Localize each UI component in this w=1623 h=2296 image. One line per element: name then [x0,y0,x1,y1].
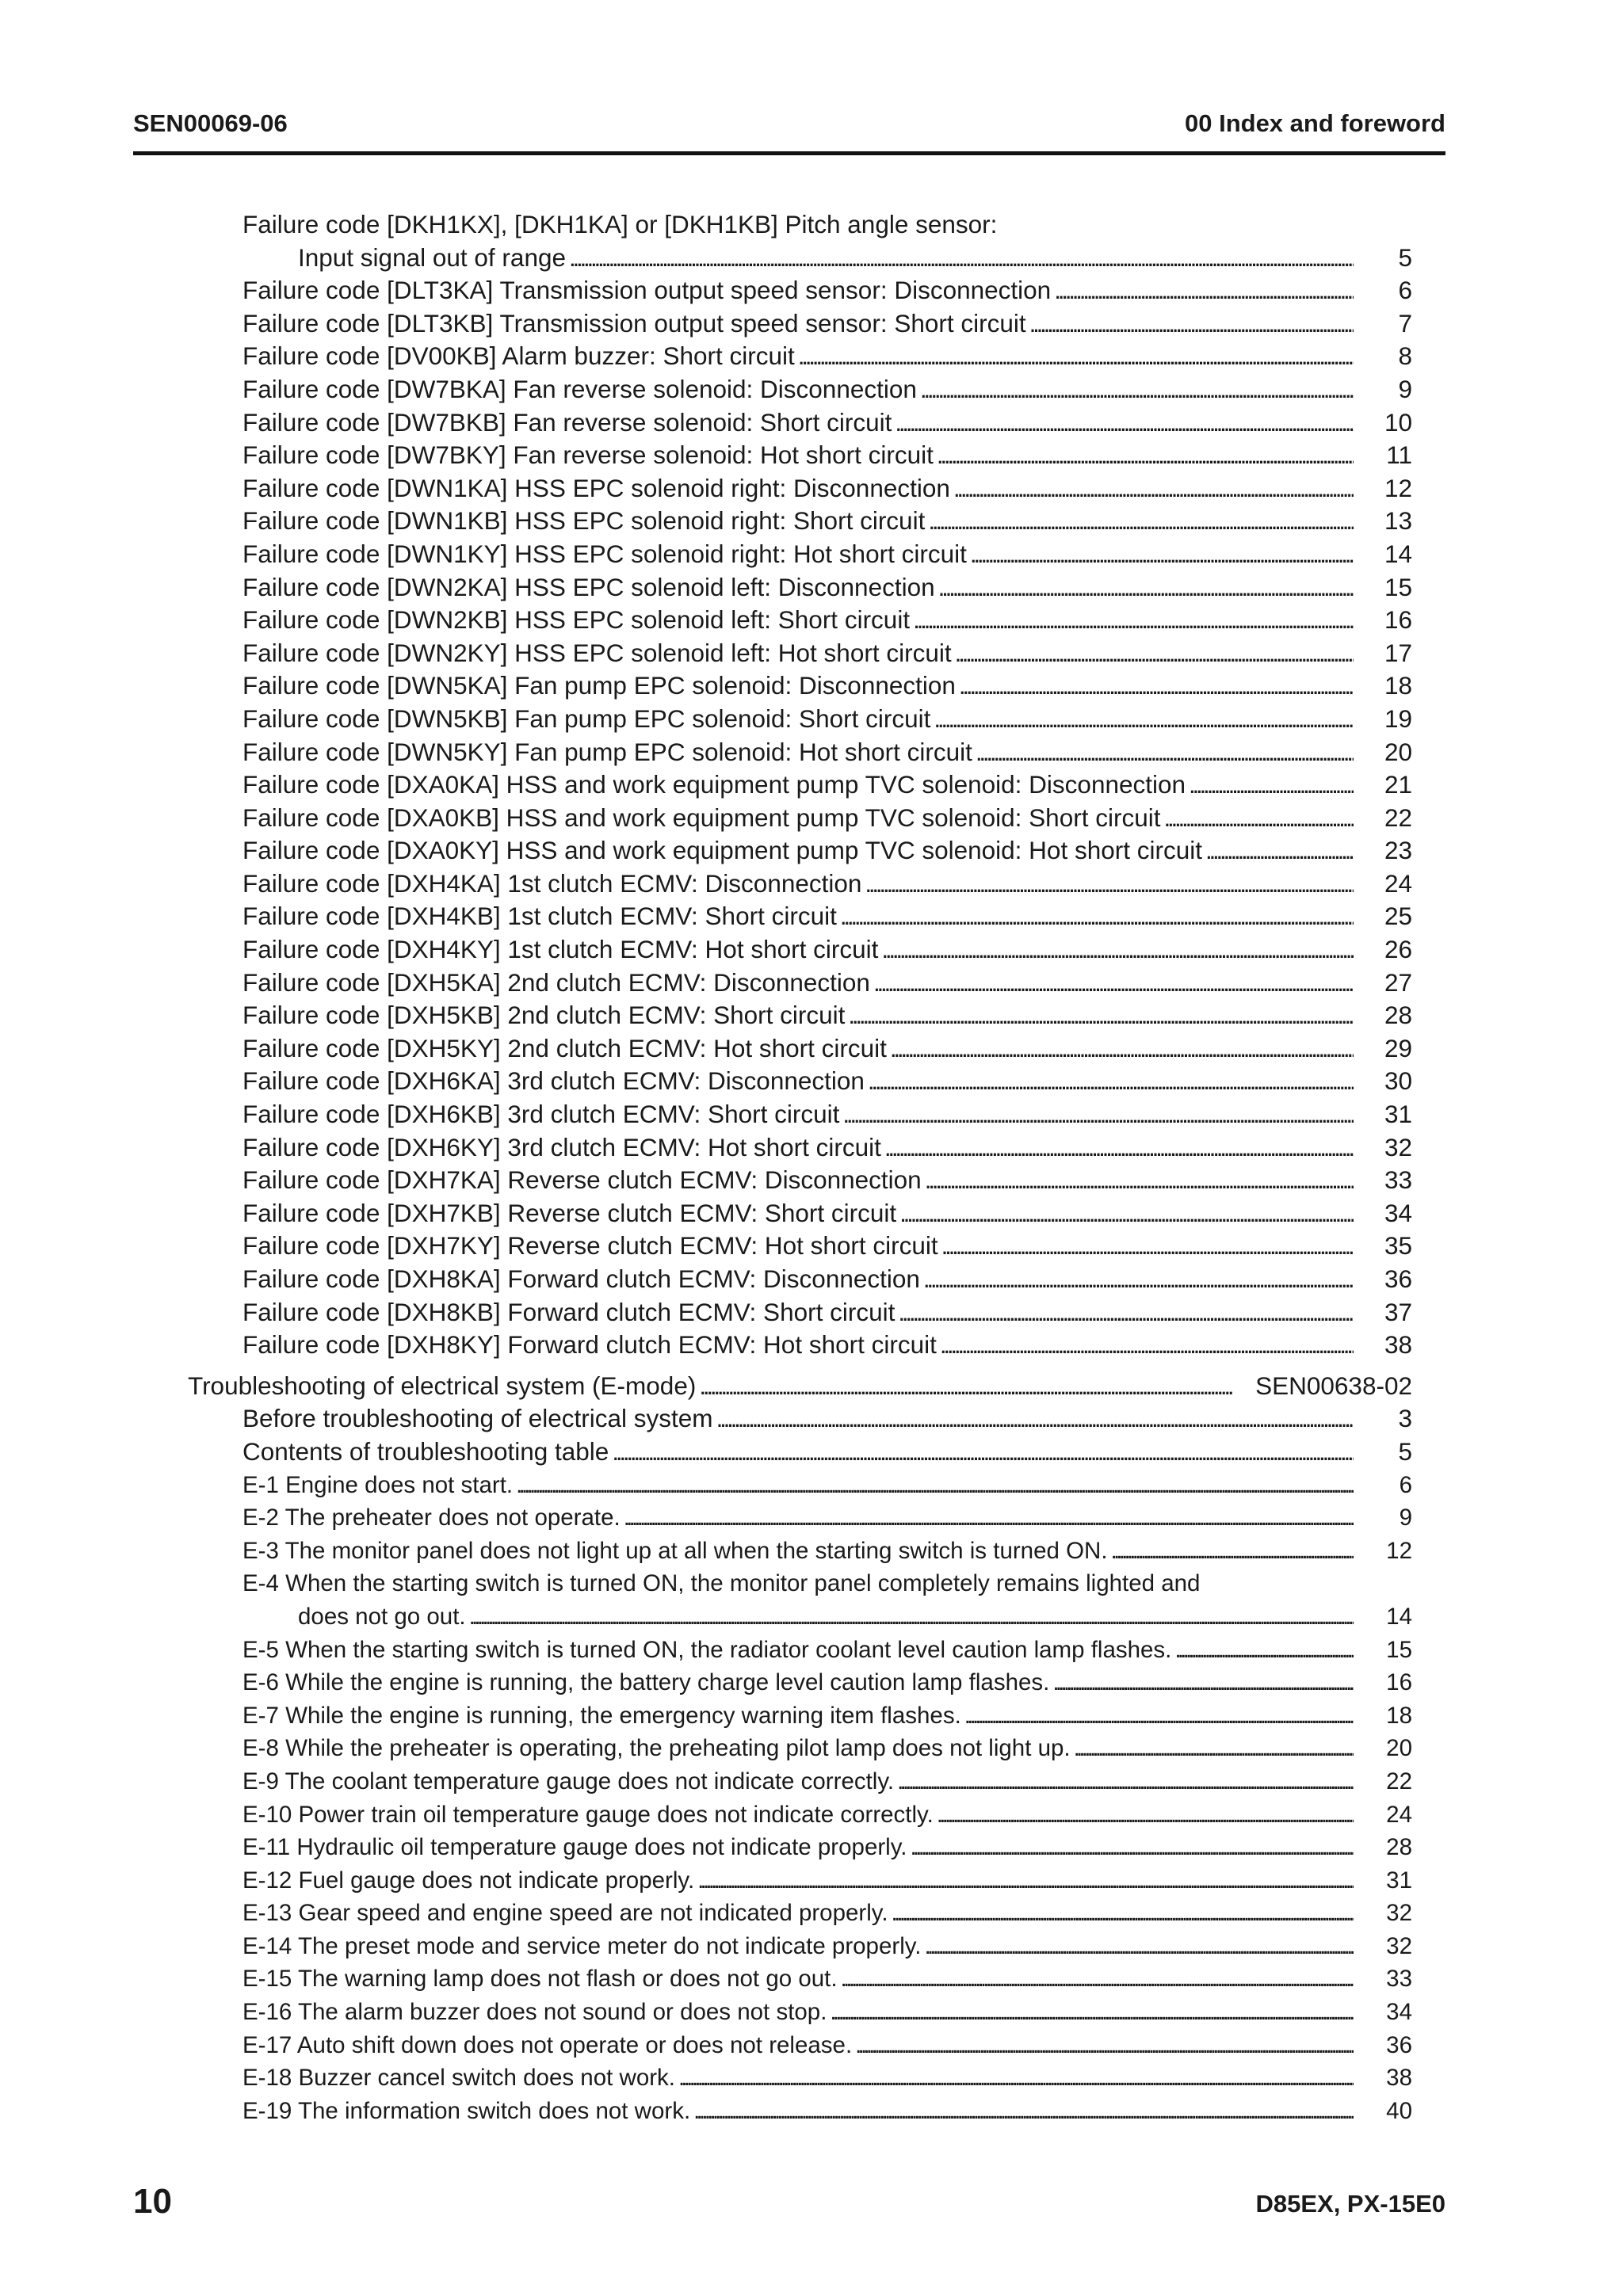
toc-entry [0,1402,1623,1436]
toc-entry [0,1634,1623,1667]
toc-entry [0,1930,1623,1963]
toc-entry-title: Failure code [DXH4KB] 1st clutch ECMV: Short circuit [242,900,840,933]
dot-leader [840,900,1354,933]
toc-entry-page: 10 [1384,407,1412,437]
toc-entry-title: E-17 Auto shift down does not operate or does not release. [242,2029,855,2062]
toc-entry-page: 3 [1398,1404,1412,1433]
dot-leader [873,967,1354,1000]
toc-entry-title: Failure code [DW7BKY] Fan reverse solenoid: Hot short circuit [242,439,937,472]
dot-leader [970,538,1354,571]
toc-entry-page: 9 [1398,374,1412,403]
dot-leader [928,505,1354,538]
toc-entry-title: E-8 While the preheater is operating, the preheating pilot lamp does not light up. [242,1732,1074,1765]
toc-entry-title: Before troubleshooting of electrical system [242,1402,716,1436]
toc-entry [0,1666,1623,1699]
dot-leader [1029,307,1354,341]
toc-entry-title: E-13 Gear speed and engine speed are not indicated properly. [242,1897,892,1930]
toc-entry-page: 26 [1384,935,1412,964]
toc-entry [0,1263,1623,1296]
toc-entry [0,1329,1623,1362]
toc-entry [0,439,1623,472]
toc-entry [0,373,1623,406]
dot-leader [697,1864,1354,1897]
toc-entry [0,307,1623,341]
toc-entry [0,933,1623,967]
dot-leader [699,1370,1233,1403]
toc-entry-title: Failure code [DW7BKB] Fan reverse solenoid: Short circuit [242,406,895,440]
dot-leader [895,406,1354,440]
toc-entry [0,538,1623,571]
toc-entry-page: 34 [1386,1999,1412,2026]
toc-entry-page: 32 [1386,1932,1412,1959]
toc-entry [0,2095,1623,2128]
dot-leader [976,736,1354,769]
toc-entry-page: SEN00638-02 [1255,1371,1412,1400]
dot-leader [955,637,1354,670]
toc-entry-title: Failure code [DWN5KA] Fan pump EPC solenoid: Disconnection [242,669,959,703]
dot-leader [865,868,1354,901]
toc-entry-title: Failure code [DXH8KY] Forward clutch ECMV: Hot short circuit [242,1329,940,1362]
toc-entry-page: 7 [1398,308,1412,338]
toc-entry-title: Failure code [DXH7KB] Reverse clutch ECMV: Short circuit [242,1197,899,1230]
toc-entry [0,1831,1623,1864]
toc-entry-page: 33 [1384,1165,1412,1195]
toc-entry [0,802,1623,835]
dot-leader [959,669,1354,703]
toc-entry-page: 21 [1384,770,1412,799]
toc-entry [0,274,1623,307]
toc-entry-page: 29 [1384,1033,1412,1062]
toc-entry-title: E-11 Hydraulic oil temperature gauge does not indicate properly. [242,1831,911,1864]
dot-leader [920,373,1354,406]
toc-entry-title: Failure code [DXA0KB] HSS and work equipment pump TVC solenoid: Short circuit [242,802,1163,835]
dot-leader [1189,769,1354,802]
toc-entry-title: Input signal out of range [298,242,569,275]
toc-entry-title: Failure code [DXH5KA] 2nd clutch ECMV: Disconnection [242,967,873,1000]
toc-entry-title: Failure code [DXH5KY] 2nd clutch ECMV: Hot short circuit [242,1032,890,1066]
toc-entry-page: 34 [1384,1198,1412,1227]
toc-entry-title: E-15 The warning lamp does not flash or does not go out. [242,1962,841,1996]
toc-entry-title: Failure code [DXH4KA] 1st clutch ECMV: Disconnection [242,868,865,901]
dot-leader [1074,1732,1354,1765]
toc-entry-title: Failure code [DXH5KB] 2nd clutch ECMV: Short circuit [242,999,848,1032]
page-header [133,108,1445,147]
toc-entry-title: Troubleshooting of electrical system (E-mode) [188,1370,699,1403]
header-rule [133,151,1445,155]
toc-entry-page: 30 [1384,1066,1412,1096]
toc-entry-title: Failure code [DXH4KY] 1st clutch ECMV: Hot short circuit [242,933,881,967]
section-title: 00 Index and foreword [1184,109,1445,137]
dot-leader [913,604,1354,637]
toc-entry [0,1131,1623,1165]
toc-entry-page: 13 [1384,506,1412,536]
toc-entry-title: E-3 The monitor panel does not light up at all when the starting switch is turned ON. [242,1535,1111,1568]
toc-entry-page: 19 [1384,704,1412,733]
toc-entry-title: E-14 The preset mode and service meter do not indicate properly. [242,1930,925,1963]
dot-leader [798,340,1354,373]
toc-entry-title: E-18 Buzzer cancel switch does not work. [242,2061,678,2095]
dot-leader [842,1098,1354,1131]
toc-entry-page: 12 [1386,1537,1412,1564]
dot-leader [830,1996,1354,2029]
dot-leader [937,439,1354,472]
toc-entry [0,505,1623,538]
toc-entry-page: 14 [1384,539,1412,568]
dot-leader [841,1962,1354,1996]
dot-leader [516,1469,1354,1502]
dot-leader [716,1402,1354,1436]
dot-leader [934,703,1354,736]
dot-leader [898,1296,1354,1329]
toc-entry-page: 37 [1384,1297,1412,1326]
toc-entry-title: E-1 Engine does not start. [242,1469,516,1502]
dot-leader [678,2061,1354,2095]
toc-entry-page: 8 [1398,341,1412,371]
toc-entry-page: 36 [1384,1264,1412,1293]
toc-entry [0,1197,1623,1230]
toc-entry-title: Failure code [DLT3KB] Transmission output speed sensor: Short circuit [242,307,1029,341]
toc-entry-title: E-9 The coolant temperature gauge does not indicate correctly. [242,1765,897,1798]
dot-leader [1054,274,1354,307]
toc-entry [0,1230,1623,1263]
toc-entry-page: 11 [1386,441,1412,470]
toc-entry [0,1098,1623,1131]
toc-entry-page: 28 [1384,1001,1412,1030]
dot-leader [469,1600,1354,1634]
toc-entry [0,2029,1623,2062]
toc-entry [0,1501,1623,1535]
toc-entry-title: Failure code [DWN1KB] HSS EPC solenoid right: Short circuit [242,505,928,538]
toc-entry-title: E-16 The alarm buzzer does not sound or does not stop. [242,1996,830,2029]
toc-entry [0,1699,1623,1733]
toc-entry-page: 5 [1398,242,1412,272]
toc-entry [0,999,1623,1032]
toc-entry-page: 24 [1386,1801,1412,1828]
toc-entry-page: 16 [1386,1669,1412,1696]
dot-leader [881,933,1354,967]
toc-entry [0,736,1623,769]
toc-entry [0,1032,1623,1066]
toc-entry-page: 31 [1384,1100,1412,1129]
toc-entry-title: Failure code [DKH1KX], [DKH1KA] or [DKH1KB] Pitch angle sensor: [242,208,1000,242]
dot-leader [1052,1666,1354,1699]
toc-entry-title: Failure code [DXH6KA] 3rd clutch ECMV: Disconnection [242,1065,868,1098]
toc-entry-page: 5 [1398,1436,1412,1466]
toc-entry-page: 38 [1384,1330,1412,1360]
toc-entry-title: E-2 The preheater does not operate. [242,1501,624,1535]
toc-entry-title: Failure code [DWN1KA] HSS EPC solenoid right: Disconnection [242,472,953,505]
dot-leader [868,1065,1354,1098]
toc-entry-page: 33 [1386,1966,1412,1993]
toc-entry-page: 24 [1384,868,1412,898]
toc-entry [0,1962,1623,1996]
toc-entry [0,1296,1623,1329]
toc-entry-title: E-6 While the engine is running, the battery charge level caution lamp flashes. [242,1666,1052,1699]
dot-leader [940,1329,1354,1362]
toc-entry [0,900,1623,933]
toc-entry-title: Failure code [DWN5KB] Fan pump EPC solenoid: Short circuit [242,703,934,736]
toc-entry-page: 16 [1384,605,1412,635]
dot-leader [892,1897,1354,1930]
toc-entry-title: Failure code [DXH7KA] Reverse clutch ECMV: Disconnection [242,1164,925,1197]
toc-entry [0,1897,1623,1930]
toc-entry [0,571,1623,605]
toc-entry-title: E-19 The information switch does not work. [242,2095,693,2128]
dot-leader [855,2029,1354,2062]
toc-entry [0,834,1623,868]
toc-entry [0,340,1623,373]
toc-entry-title: Failure code [DWN2KB] HSS EPC solenoid left: Short circuit [242,604,913,637]
dot-leader [848,999,1354,1032]
toc-entry [0,1164,1623,1197]
toc-entry [0,1065,1623,1098]
toc-entry [0,208,1623,242]
toc-entry-page: 28 [1386,1834,1412,1861]
dot-leader [884,1131,1354,1165]
toc-entry [0,406,1623,440]
toc-entry [0,669,1623,703]
toc-entry-title: Failure code [DV00KB] Alarm buzzer: Short circuit [242,340,798,373]
toc-entry [0,703,1623,736]
dot-leader [1174,1634,1354,1667]
toc-entry-title: Failure code [DXH6KB] 3rd clutch ECMV: Short circuit [242,1098,842,1131]
toc-entry-page: 31 [1386,1867,1412,1894]
toc-entry-page: 32 [1384,1132,1412,1161]
toc-entry-page: 20 [1386,1735,1412,1762]
dot-leader [923,1263,1354,1296]
toc-entry-title: Failure code [DXH8KB] Forward clutch ECMV: Short circuit [242,1296,898,1329]
table-of-contents [0,208,1623,2127]
toc-entry [0,1567,1623,1600]
toc-entry-page: 27 [1384,967,1412,997]
toc-entry [0,1436,1623,1469]
dot-leader [569,242,1354,275]
toc-entry-page: 22 [1384,803,1412,832]
toc-entry-title: Failure code [DWN1KY] HSS EPC solenoid right: Hot short circuit [242,538,970,571]
toc-entry [0,1535,1623,1568]
toc-entry-page: 9 [1399,1505,1412,1531]
dot-leader [964,1699,1354,1733]
toc-entry-title: Failure code [DWN2KY] HSS EPC solenoid left: Hot short circuit [242,637,955,670]
dot-leader [1163,802,1354,835]
toc-entry [0,472,1623,505]
toc-entry-page: 14 [1386,1603,1412,1630]
dot-leader [624,1501,1354,1535]
toc-entry [0,868,1623,901]
document-code: SEN00069-06 [133,109,288,137]
toc-section-entry [0,1370,1623,1403]
toc-entry-page: 22 [1386,1768,1412,1794]
toc-entry-title: Failure code [DXA0KY] HSS and work equipment pump TVC solenoid: Hot short circuit [242,834,1205,868]
toc-entry [0,1996,1623,2029]
dot-leader [911,1831,1354,1864]
toc-entry-page: 35 [1384,1231,1412,1261]
toc-entry [0,1864,1623,1897]
toc-entry-page: 15 [1386,1636,1412,1663]
toc-entry [0,637,1623,670]
toc-entry-page: 6 [1399,1471,1412,1498]
dot-leader [925,1930,1354,1963]
toc-entry-title: E-7 While the engine is running, the emergency warning item flashes. [242,1699,964,1733]
toc-entry [0,1469,1623,1502]
toc-entry [0,967,1623,1000]
dot-leader [612,1436,1354,1469]
toc-entry-title: Failure code [DWN5KY] Fan pump EPC solenoid: Hot short circuit [242,736,976,769]
toc-entry-page: 18 [1386,1702,1412,1729]
dot-leader [897,1765,1354,1798]
toc-entry-title: E-12 Fuel gauge does not indicate properly. [242,1864,697,1897]
toc-entry-title: E-5 When the starting switch is turned ON, the radiator coolant level caution lamp flashes. [242,1634,1174,1667]
dot-leader [1111,1535,1354,1568]
toc-entry-title: E-10 Power train oil temperature gauge does not indicate correctly. [242,1798,937,1832]
dot-leader [941,1230,1354,1263]
toc-entry-title: E-4 When the starting switch is turned ON, the monitor panel completely remains lighted and [242,1567,1203,1600]
toc-entry-title: Failure code [DWN2KA] HSS EPC solenoid left: Disconnection [242,571,938,605]
toc-entry [0,1732,1623,1765]
dot-leader [938,571,1354,605]
toc-entry [0,1765,1623,1798]
toc-entry [0,604,1623,637]
toc-entry-title: Failure code [DXH7KY] Reverse clutch ECMV: Hot short circuit [242,1230,941,1263]
dot-leader [925,1164,1354,1197]
dot-leader [890,1032,1354,1066]
toc-entry [0,2061,1623,2095]
toc-entry [0,1600,1623,1634]
toc-entry-title: Contents of troubleshooting table [242,1436,612,1469]
toc-entry-page: 15 [1384,572,1412,601]
toc-entry-page: 12 [1384,473,1412,502]
toc-entry-page: 36 [1386,2031,1412,2058]
dot-leader [953,472,1354,505]
toc-entry-page: 18 [1384,671,1412,700]
toc-entry-page: 38 [1386,2065,1412,2092]
toc-entry-page: 40 [1386,2097,1412,2124]
toc-entry-title: Failure code [DXH8KA] Forward clutch ECMV: Disconnection [242,1263,923,1296]
toc-entry [0,769,1623,802]
page-number: 10 [133,2182,172,2221]
toc-entry-page: 17 [1384,638,1412,667]
dot-leader [1205,834,1354,868]
machine-model: D85EX, PX-15E0 [1255,2190,1445,2218]
toc-entry-title: Failure code [DXH6KY] 3rd clutch ECMV: Hot short circuit [242,1131,884,1165]
toc-entry-page: 25 [1384,902,1412,931]
toc-entry-title: does not go out. [298,1600,469,1634]
dot-leader [899,1197,1354,1230]
dot-leader [937,1798,1354,1832]
toc-entry-title: Failure code [DLT3KA] Transmission output speed sensor: Disconnection [242,274,1054,307]
dot-leader [693,2095,1354,2128]
toc-entry-title: Failure code [DXA0KA] HSS and work equipment pump TVC solenoid: Disconnection [242,769,1189,802]
toc-entry-page: 23 [1384,836,1412,865]
toc-entry-page: 32 [1386,1900,1412,1927]
toc-entry [0,242,1623,275]
toc-entry-page: 20 [1384,737,1412,766]
toc-entry [0,1798,1623,1832]
toc-entry-page: 6 [1398,276,1412,305]
toc-entry-title: Failure code [DW7BKA] Fan reverse solenoid: Disconnection [242,373,920,406]
